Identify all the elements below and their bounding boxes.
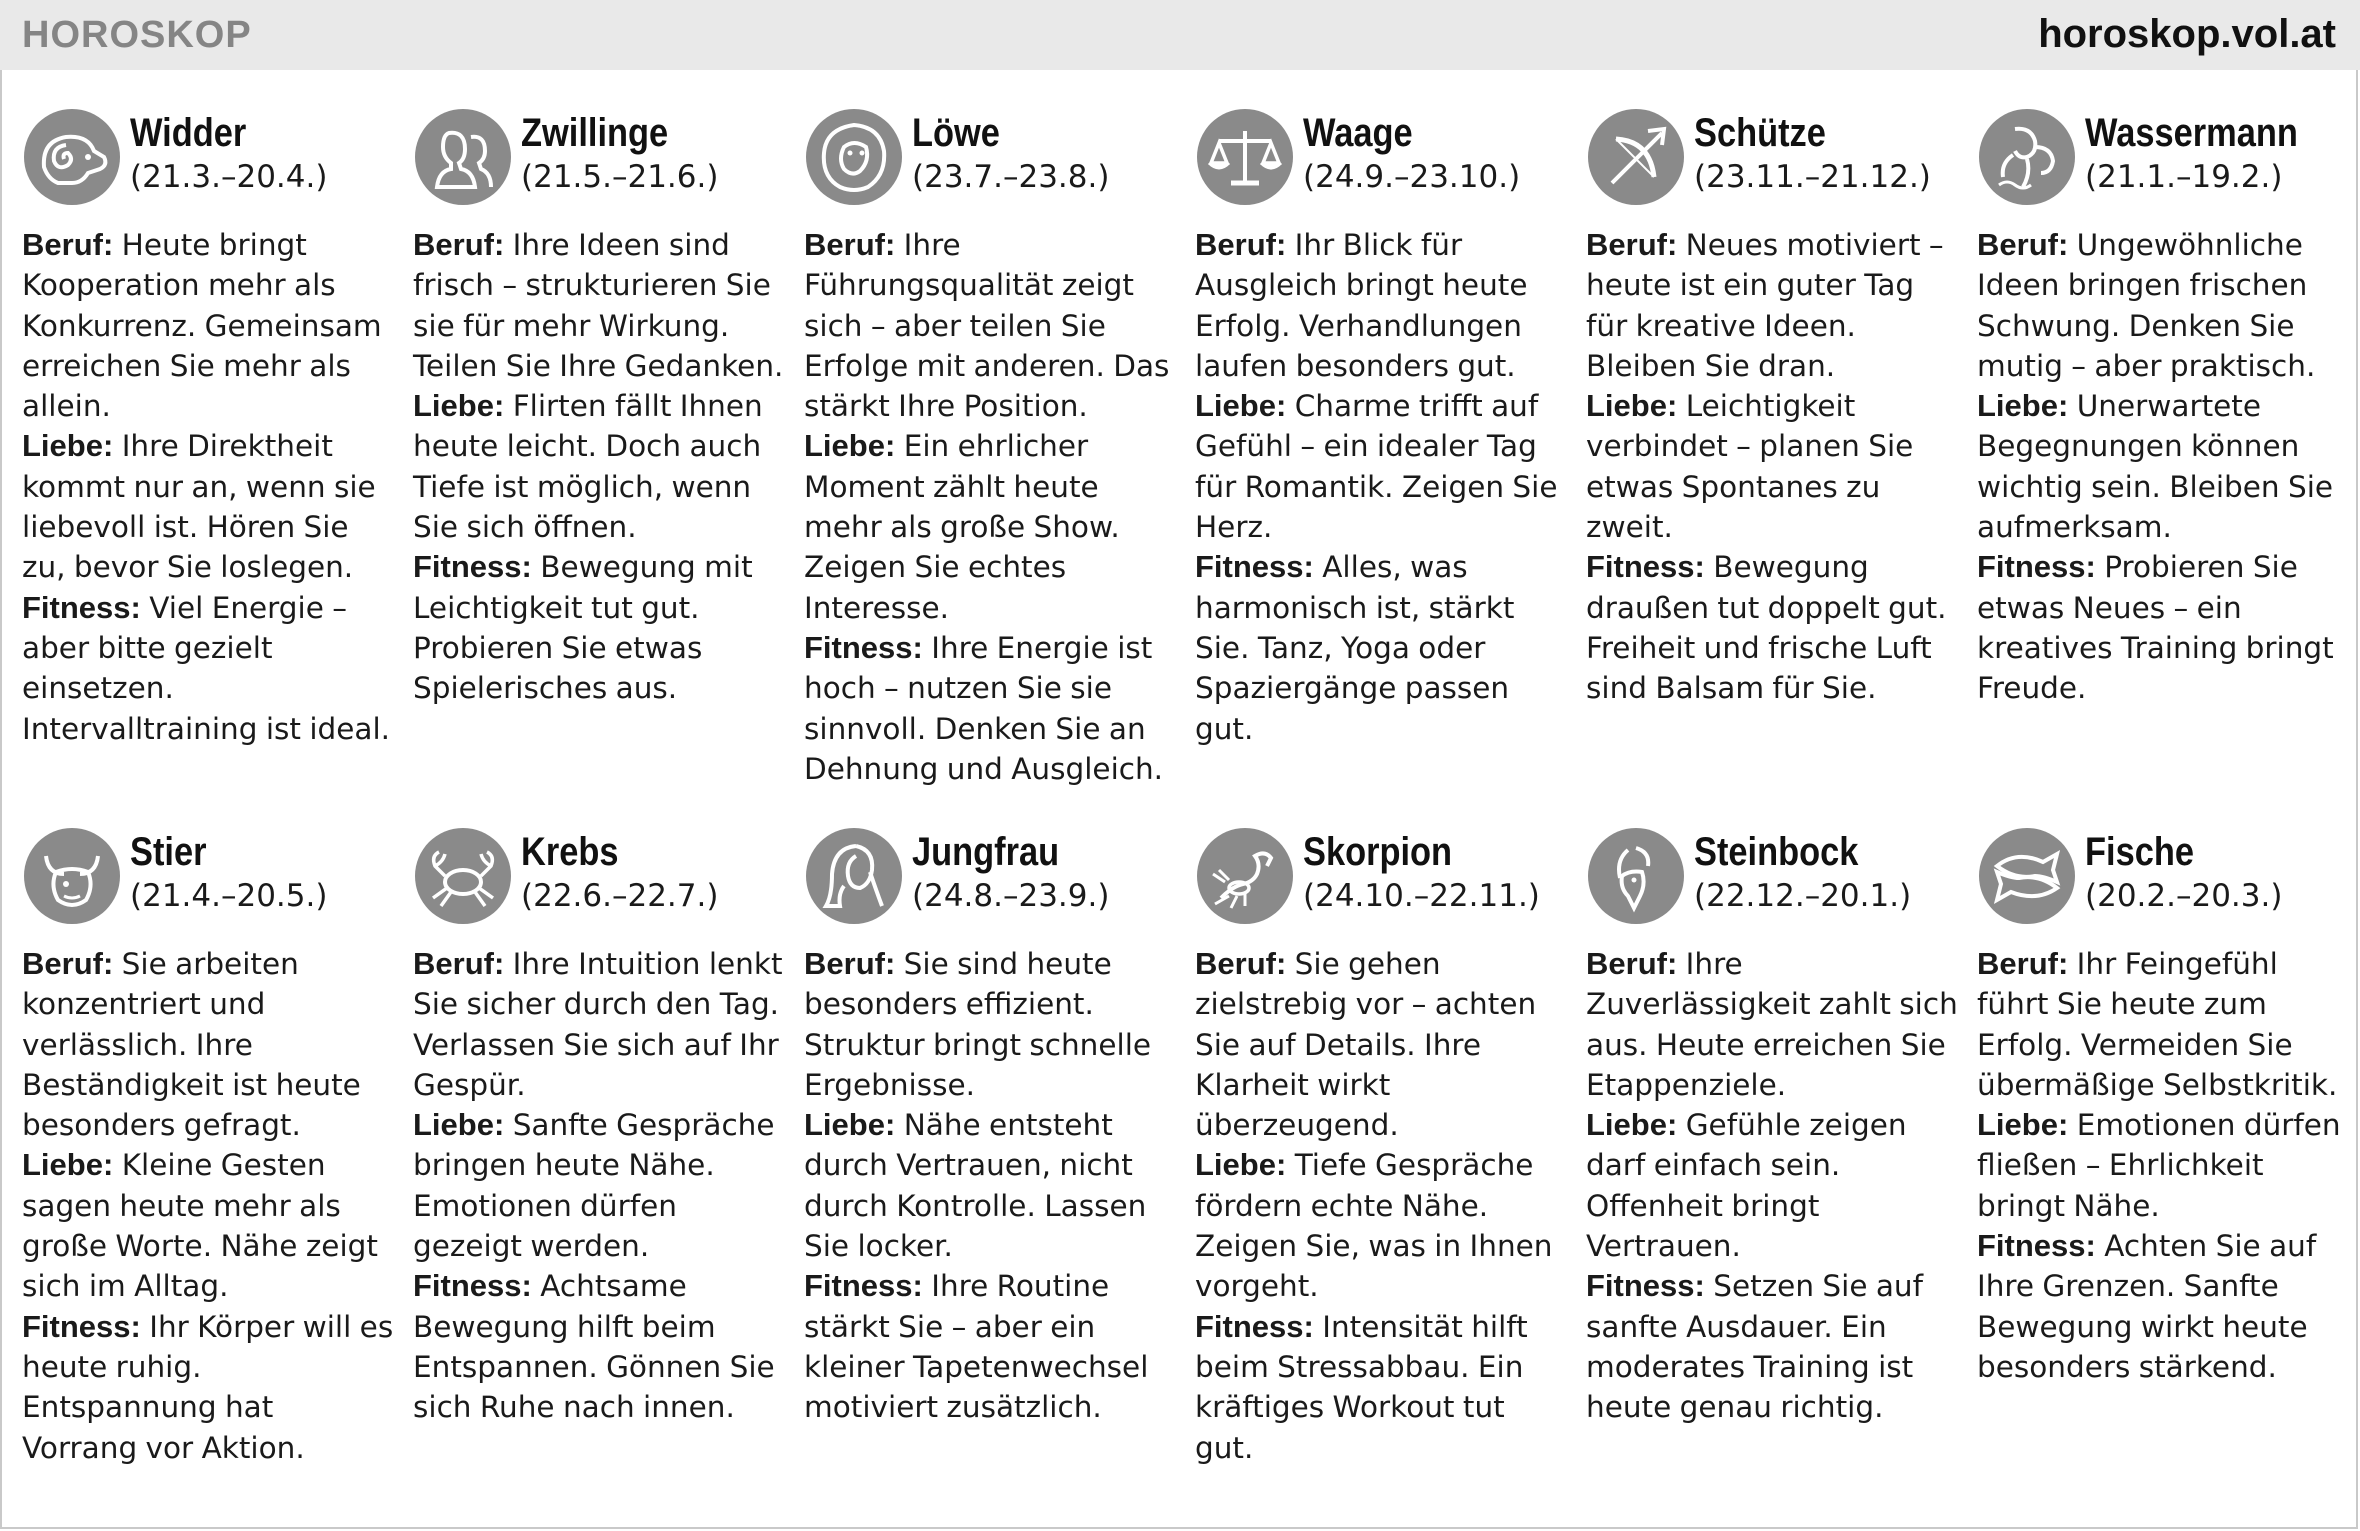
sign-dates: (21.5.–21.6.) bbox=[521, 159, 719, 195]
paragraph-fitness bbox=[804, 628, 1176, 789]
text-liebe: Leichtigkeit verbindet – planen Sie etwas Spontanes zu zweit. bbox=[1586, 389, 1914, 545]
text-beruf: Sie arbeiten konzentriert und verlässlich. Ihre Beständigkeit ist heute besonders gefragt. bbox=[22, 947, 361, 1143]
paragraph-beruf bbox=[1195, 225, 1567, 386]
text-liebe: Nähe entsteht durch Vertrauen, nicht durch Kontrolle. Lassen Sie locker. bbox=[804, 1108, 1147, 1264]
text-beruf: Sie sind heute besonders effizient. Struktur bringt schnelle Ergebnisse. bbox=[804, 947, 1152, 1102]
sign-name: Fische bbox=[2085, 830, 2194, 874]
paragraph-fitness bbox=[413, 1266, 785, 1427]
label-fitness: Fitness: bbox=[413, 1268, 532, 1304]
label-beruf: Beruf: bbox=[1586, 227, 1678, 262]
sign-name: Wassermann bbox=[2085, 111, 2298, 155]
text-beruf: Ihre Führungsqualität zeigt sich – aber teilen Sie Erfolge mit anderen. Das stärkt Ihre Position. bbox=[804, 228, 1170, 424]
text-liebe: Tiefe Gespräche fördern echte Nähe. Zeigen Sie, was in Ihnen vorgeht. bbox=[1195, 1148, 1553, 1304]
paragraph-liebe bbox=[413, 386, 785, 547]
crab-icon bbox=[413, 826, 513, 926]
text-beruf: Ihre Zuverlässigkeit zahlt sich aus. Heute erreichen Sie Etappenziele. bbox=[1586, 947, 1958, 1102]
sign-name: Krebs bbox=[521, 830, 619, 874]
label-fitness: Fitness: bbox=[1977, 549, 2096, 585]
sign-text bbox=[1977, 944, 2349, 1387]
ram-icon bbox=[22, 107, 122, 207]
text-liebe: Sanfte Gespräche bringen heute Nähe. Emotionen dürfen gezeigt werden. bbox=[413, 1108, 775, 1264]
text-liebe: Ihre Direktheit kommt nur an, wenn sie liebevoll ist. Hören Sie zu, bevor Sie loslegen. bbox=[22, 429, 376, 585]
text-beruf: Ungewöhnliche Ideen bringen frischen Schwung. Denken Sie mutig – aber praktisch. bbox=[1977, 228, 2316, 383]
paragraph-beruf bbox=[413, 944, 785, 1105]
text-fitness: Bewegung draußen tut doppelt gut. Freiheit und frische Luft sind Balsam für Sie. bbox=[1586, 550, 1947, 706]
text-liebe: Unerwartete Begegnungen können wichtig sein. Bleiben Sie aufmerksam. bbox=[1977, 389, 2334, 545]
text-beruf: Ihr Feingefühl führt Sie heute zum Erfolg. Vermeiden Sie übermäßige Selbstkritik. bbox=[1977, 947, 2338, 1102]
sign-name: Jungfrau bbox=[912, 830, 1060, 874]
label-fitness: Fitness: bbox=[1977, 1228, 2096, 1264]
label-beruf: Beruf: bbox=[1977, 946, 2069, 981]
label-fitness: Fitness: bbox=[413, 549, 532, 585]
paragraph-liebe bbox=[804, 1105, 1176, 1266]
sign-dates: (20.2.–20.3.) bbox=[2085, 878, 2283, 914]
text-liebe: Flirten fällt Ihnen heute leicht. Doch auch Tiefe ist möglich, wenn Sie sich öffnen. bbox=[413, 389, 763, 545]
text-fitness: Setzen Sie auf sanfte Ausdauer. Ein moderates Training ist heute genau richtig. bbox=[1586, 1269, 1924, 1425]
paragraph-fitness bbox=[1977, 547, 2349, 708]
text-fitness: Ihre Routine stärkt Sie – aber ein kleiner Tapetenwechsel motiviert zusätzlich. bbox=[804, 1269, 1149, 1425]
label-beruf: Beruf: bbox=[804, 227, 896, 262]
paragraph-fitness bbox=[804, 1266, 1176, 1427]
paragraph-liebe bbox=[804, 426, 1176, 627]
sign-dates: (24.9.–23.10.) bbox=[1303, 159, 1521, 195]
text-fitness: Ihr Körper will es heute ruhig. Entspannung hat Vorrang vor Aktion. bbox=[22, 1309, 394, 1465]
paragraph-beruf bbox=[1586, 225, 1958, 386]
sign-text bbox=[1586, 944, 1958, 1428]
label-beruf: Beruf: bbox=[413, 946, 505, 981]
label-liebe: Liebe: bbox=[1195, 1147, 1287, 1183]
paragraph-beruf bbox=[1977, 225, 2349, 386]
label-liebe: Liebe: bbox=[1586, 1107, 1678, 1143]
sign-dates: (21.3.–20.4.) bbox=[130, 159, 328, 195]
text-beruf: Ihre Ideen sind frisch – strukturieren Sie sie für mehr Wirkung. Teilen Sie Ihre Gedanken. bbox=[413, 228, 784, 383]
text-fitness: Ihre Energie ist hoch – nutzen Sie sie sinnvoll. Denken Sie an Dehnung und Ausgleich. bbox=[804, 630, 1164, 786]
text-fitness: Intensität hilft beim Stressabbau. Ein kräftiges Workout tut gut. bbox=[1195, 1309, 1528, 1465]
paragraph-beruf bbox=[22, 225, 394, 426]
sign-text bbox=[22, 225, 394, 749]
sign-dates: (23.7.–23.8.) bbox=[912, 159, 1110, 195]
lion-icon bbox=[804, 107, 904, 207]
goat-icon bbox=[1586, 826, 1686, 926]
sign-dates: (24.10.–22.11.) bbox=[1303, 878, 1540, 914]
paragraph-beruf bbox=[1195, 944, 1567, 1145]
bow-arrow-icon bbox=[1586, 107, 1686, 207]
sign-text bbox=[413, 225, 785, 709]
paragraph-fitness bbox=[22, 588, 394, 749]
label-liebe: Liebe: bbox=[1977, 388, 2069, 424]
label-liebe: Liebe: bbox=[1586, 388, 1678, 424]
label-liebe: Liebe: bbox=[804, 428, 896, 464]
paragraph-liebe bbox=[1977, 1105, 2349, 1226]
sign-dates: (22.12.–20.1.) bbox=[1694, 878, 1912, 914]
text-fitness: Probieren Sie etwas Neues – ein kreatives Training bringt Freude. bbox=[1977, 550, 2334, 706]
sign-text bbox=[1195, 944, 1567, 1468]
paragraph-beruf bbox=[413, 225, 785, 386]
label-fitness: Fitness: bbox=[22, 1308, 141, 1344]
label-fitness: Fitness: bbox=[1195, 549, 1314, 585]
text-beruf: Neues motiviert – heute ist ein guter Tag für kreative Ideen. Bleiben Sie dran. bbox=[1586, 228, 1944, 383]
sign-dates: (24.8.–23.9.) bbox=[912, 878, 1110, 914]
label-liebe: Liebe: bbox=[22, 1147, 114, 1183]
paragraph-beruf bbox=[1586, 944, 1958, 1105]
paragraph-fitness bbox=[1195, 1307, 1567, 1468]
sign-dates: (21.4.–20.5.) bbox=[130, 878, 328, 914]
sign-dates: (23.11.–21.12.) bbox=[1694, 159, 1931, 195]
page-title: HOROSKOP bbox=[22, 14, 252, 56]
label-liebe: Liebe: bbox=[413, 1107, 505, 1143]
sign-name: Steinbock bbox=[1694, 830, 1859, 874]
sign-dates: (21.1.–19.2.) bbox=[2085, 159, 2283, 195]
label-fitness: Fitness: bbox=[1586, 1268, 1705, 1304]
label-liebe: Liebe: bbox=[1977, 1107, 2069, 1143]
sign-text bbox=[413, 944, 785, 1428]
sign-name: Waage bbox=[1303, 111, 1413, 155]
paragraph-fitness bbox=[1977, 1226, 2349, 1387]
text-fitness: Achtsame Bewegung hilft beim Entspannen. Gönnen Sie sich Ruhe nach innen. bbox=[413, 1269, 775, 1425]
text-fitness: Viel Energie – aber bitte gezielt einsetzen. Intervalltraining ist ideal. bbox=[22, 590, 391, 746]
label-fitness: Fitness: bbox=[804, 629, 923, 665]
fish-icon bbox=[1977, 826, 2077, 926]
paragraph-beruf bbox=[804, 944, 1176, 1105]
paragraph-liebe bbox=[1977, 386, 2349, 547]
sign-name: Schütze bbox=[1694, 111, 1826, 155]
text-liebe: Kleine Gesten sagen heute mehr als große Worte. Nähe zeigt sich im Alltag. bbox=[22, 1148, 378, 1304]
label-beruf: Beruf: bbox=[22, 227, 114, 262]
label-beruf: Beruf: bbox=[804, 946, 896, 981]
paragraph-fitness bbox=[1586, 547, 1958, 708]
text-beruf: Ihr Blick für Ausgleich bringt heute Erfolg. Verhandlungen laufen besonders gut. bbox=[1195, 228, 1528, 383]
paragraph-fitness bbox=[22, 1307, 394, 1468]
label-beruf: Beruf: bbox=[1195, 946, 1287, 981]
text-beruf: Ihre Intuition lenkt Sie sicher durch den Tag. Verlassen Sie sich auf Ihr Gespür. bbox=[413, 947, 783, 1102]
sign-name: Stier bbox=[130, 830, 207, 874]
sign-name: Widder bbox=[130, 111, 247, 155]
paragraph-liebe bbox=[1195, 386, 1567, 547]
text-liebe: Emotionen dürfen fließen – Ehrlichkeit bringt Nähe. bbox=[1977, 1108, 2341, 1223]
text-liebe: Ein ehrlicher Moment zählt heute mehr als große Show. Zeigen Sie echtes Interesse. bbox=[804, 429, 1120, 625]
paragraph-beruf bbox=[1977, 944, 2349, 1105]
paragraph-liebe bbox=[1586, 1105, 1958, 1266]
label-fitness: Fitness: bbox=[804, 1268, 923, 1304]
sign-text bbox=[804, 225, 1176, 789]
label-beruf: Beruf: bbox=[413, 227, 505, 262]
maiden-icon bbox=[804, 826, 904, 926]
sign-text bbox=[1195, 225, 1567, 749]
sign-name: Skorpion bbox=[1303, 830, 1453, 874]
label-fitness: Fitness: bbox=[1586, 549, 1705, 585]
text-fitness: Alles, was harmonisch ist, stärkt Sie. Tanz, Yoga oder Spaziergänge passen gut. bbox=[1195, 550, 1515, 746]
paragraph-beruf bbox=[22, 944, 394, 1145]
label-liebe: Liebe: bbox=[22, 428, 114, 464]
paragraph-liebe bbox=[22, 426, 394, 587]
paragraph-fitness bbox=[1195, 547, 1567, 748]
header-bar bbox=[0, 0, 2360, 70]
text-beruf: Heute bringt Kooperation mehr als Konkurrenz. Gemeinsam erreichen Sie mehr als allein. bbox=[22, 228, 382, 424]
paragraph-fitness bbox=[1586, 1266, 1958, 1427]
paragraph-liebe bbox=[413, 1105, 785, 1266]
scorpion-icon bbox=[1195, 826, 1295, 926]
paragraph-liebe bbox=[22, 1145, 394, 1306]
site-url[interactable]: horoskop.vol.at bbox=[2038, 12, 2336, 56]
text-liebe: Gefühle zeigen darf einfach sein. Offenheit bringt Vertrauen. bbox=[1586, 1108, 1907, 1264]
label-liebe: Liebe: bbox=[1195, 388, 1287, 424]
sign-name: Löwe bbox=[912, 111, 1000, 155]
water-bearer-icon bbox=[1977, 107, 2077, 207]
scales-icon bbox=[1195, 107, 1295, 207]
text-liebe: Charme trifft auf Gefühl – ein idealer Tag für Romantik. Zeigen Sie Herz. bbox=[1195, 389, 1558, 545]
label-liebe: Liebe: bbox=[413, 388, 505, 424]
text-beruf: Sie gehen zielstrebig vor – achten Sie auf Details. Ihre Klarheit wirkt überzeugend. bbox=[1195, 947, 1537, 1143]
label-beruf: Beruf: bbox=[1586, 946, 1678, 981]
paragraph-liebe bbox=[1195, 1145, 1567, 1306]
label-beruf: Beruf: bbox=[1977, 227, 2069, 262]
text-fitness: Bewegung mit Leichtigkeit tut gut. Probieren Sie etwas Spielerisches aus. bbox=[413, 550, 753, 706]
sign-dates: (22.6.–22.7.) bbox=[521, 878, 719, 914]
paragraph-beruf bbox=[804, 225, 1176, 426]
twins-icon bbox=[413, 107, 513, 207]
sign-text bbox=[804, 944, 1176, 1428]
label-liebe: Liebe: bbox=[804, 1107, 896, 1143]
label-beruf: Beruf: bbox=[22, 946, 114, 981]
bull-icon bbox=[22, 826, 122, 926]
text-fitness: Achten Sie auf Ihre Grenzen. Sanfte Bewegung wirkt heute besonders stärkend. bbox=[1977, 1229, 2317, 1384]
label-fitness: Fitness: bbox=[1195, 1308, 1314, 1344]
sign-text bbox=[1977, 225, 2349, 709]
paragraph-fitness bbox=[413, 547, 785, 708]
sign-text bbox=[22, 944, 394, 1468]
paragraph-liebe bbox=[1586, 386, 1958, 547]
sign-text bbox=[1586, 225, 1958, 709]
label-beruf: Beruf: bbox=[1195, 227, 1287, 262]
sign-name: Zwillinge bbox=[521, 111, 669, 155]
label-fitness: Fitness: bbox=[22, 589, 141, 625]
